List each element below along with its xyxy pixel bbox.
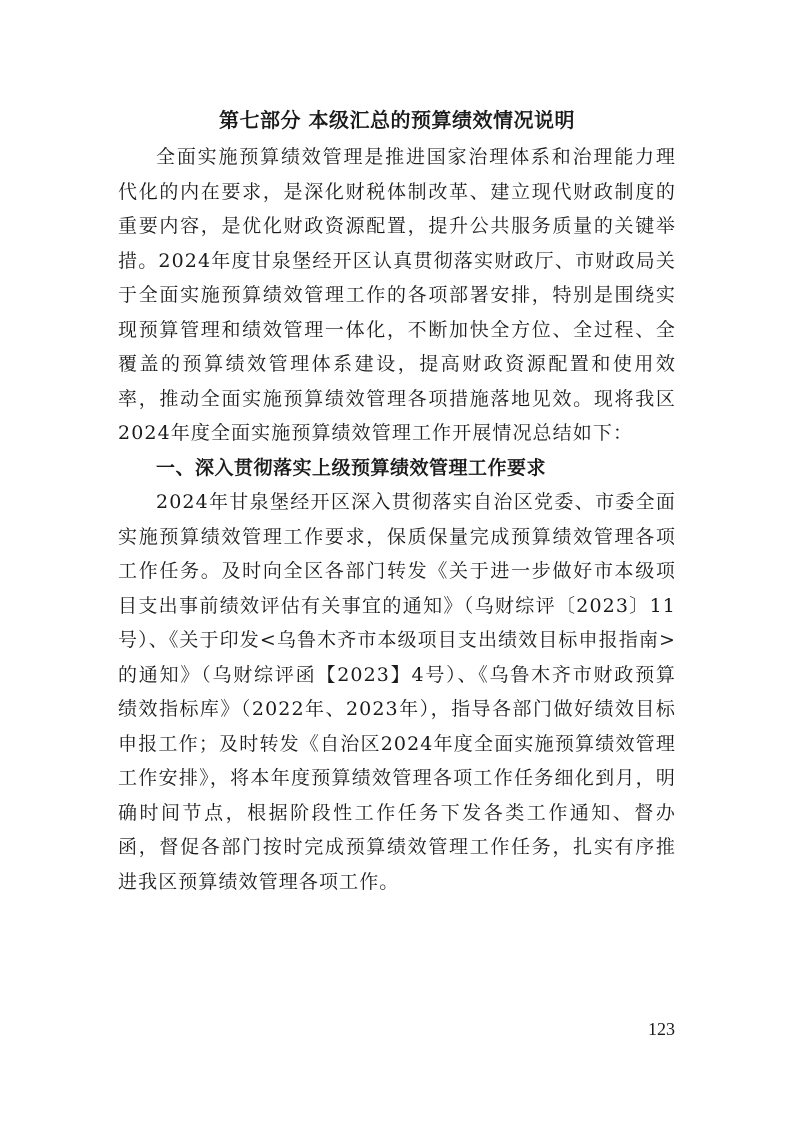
document-title: 第七部分 本级汇总的预算绩效情况说明	[219, 108, 575, 132]
intro-paragraph: 全面实施预算绩效管理是推进国家治理体系和治理能力理代化的内在要求，是深化财税体制改革、建立现代财政制度的重要内容，是优化财政资源配置，提升公共服务质量的关键举措。2024年度甘泉堡经开区认真贯彻落实财政厅、市财政局关于全面实施预算绩效管理工作的各项部署安排，特别是围绕实现预算管理和绩效管理一体化，不断加快全方位、全过程、全覆盖的预算绩效管理体系建设，提高财政资源配置和使用效率，推动全面实施预算绩效管理各项措施落地见效。现将我区2024年度全面实施预算绩效管理工作开展情况总结如下：	[118, 146, 676, 444]
section-paragraph: 2024年甘泉堡经开区深入贯彻落实自治区党委、市委全面实施预算绩效管理工作要求，保质保量完成预算绩效管理各项工作任务。及时向全区各部门转发《关于进一步做好市本级项目支出事前绩效评估有关事宜的通知》（乌财综评〔2023〕11号）、《关于印发<乌鲁木齐市本级项目支出绩效目标申报指南>的通知》（乌财综评函【2023】4号）、《乌鲁木齐市财政预算绩效指标库》（2022年、2023年），指导各部门做好绩效目标申报工作；及时转发《自治区2024年度全面实施预算绩效管理工作安排》，将本年度预算绩效管理各项工作任务细化到月，明确时间节点，根据阶段性工作任务下发各类工作通知、督办函，督促各部门按时完成预算绩效管理工作任务，扎实有序推进我区预算绩效管理各项工作。	[118, 491, 676, 893]
document-page	[118, 102, 676, 899]
page-number: 123	[648, 1019, 675, 1039]
section-heading: 一、深入贯彻落实上级预算绩效管理工作要求	[156, 456, 547, 479]
